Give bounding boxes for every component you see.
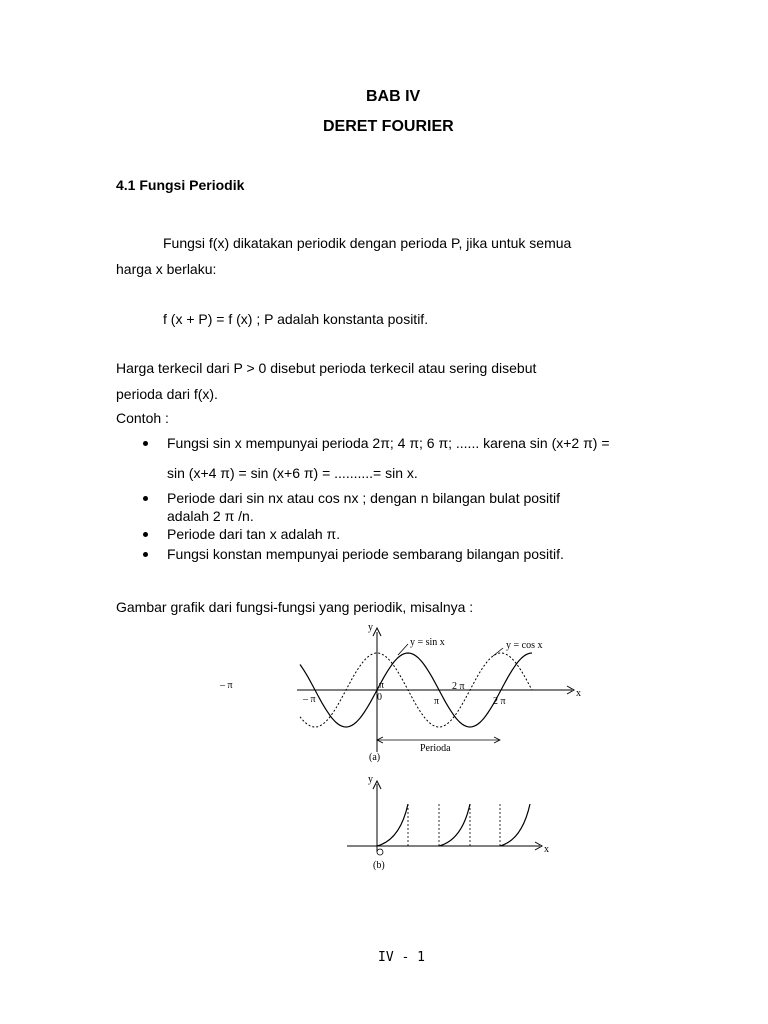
bullet-dot — [143, 496, 148, 501]
chapter-title: DERET FOURIER — [323, 118, 454, 135]
graph-intro: Gambar grafik dari fungsi-fungsi yang periodik, misalnya : — [116, 599, 474, 615]
page-footer: IV - 1 — [378, 950, 425, 965]
neg-pi-label: – π — [303, 694, 316, 705]
two-pi-lower-label: 2 π — [493, 696, 506, 707]
intro-line-1: Fungsi f(x) dikatakan periodik dengan perioda P, jika untuk semua — [163, 235, 572, 251]
two-pi-upper-label: 2 π — [452, 681, 465, 692]
cos-curve — [300, 653, 532, 727]
sin-label-leader — [398, 644, 408, 655]
para-line-1: Harga terkecil dari P > 0 disebut perioda terkecil atau sering disebut — [116, 360, 537, 376]
sin-label: y = sin x — [410, 637, 445, 648]
cos-label: y = cos x — [506, 640, 543, 651]
bullet-dot — [143, 532, 148, 537]
bullet-1-line-1: Fungsi sin x mempunyai perioda 2π; 4 π; 6 π; ...... karena sin (x+2 π) = — [167, 435, 610, 451]
intro-line-2: harga x berlaku: — [116, 261, 217, 277]
bullet-dot — [143, 441, 148, 446]
figure-b-x-arrow — [535, 842, 542, 850]
bullet-1-line-2: sin (x+4 π) = sin (x+6 π) = ..........= sin x. — [167, 465, 418, 481]
figure-a-caption: (a) — [369, 752, 381, 763]
period-arrow-left-head — [377, 737, 383, 743]
figure-b-x-label: x — [544, 844, 549, 855]
cos-label-leader — [493, 648, 503, 656]
figure-b-origin-marker — [377, 849, 383, 855]
bullet-dot — [143, 552, 148, 557]
chapter-heading: BAB IV — [366, 88, 421, 105]
figure-a-y-arrow — [373, 628, 381, 636]
figure-b-arc — [439, 804, 470, 846]
figure-a-x-label: x — [576, 688, 581, 699]
section-heading: 4.1 Fungsi Periodik — [116, 177, 245, 193]
figure-b-y-label: y — [368, 774, 373, 785]
figure-b-y-arrow — [373, 781, 381, 789]
para-line-2: perioda dari f(x). — [116, 386, 218, 402]
periodic-formula: f (x + P) = f (x) ; P adalah konstanta positif. — [163, 311, 429, 327]
figure-a-x-arrow — [567, 686, 574, 694]
figure-b-caption: (b) — [373, 860, 385, 871]
pi-upper-label: π — [379, 680, 385, 691]
figure-b-arc — [500, 804, 530, 846]
example-label: Contoh : — [116, 410, 169, 426]
figure-a-y-label: y — [368, 622, 373, 633]
period-label: Perioda — [420, 743, 451, 754]
figure-a-side-label: – π — [220, 680, 233, 691]
bullet-2-line-2: adalah 2 π /n. — [167, 508, 254, 524]
sin-curve — [300, 653, 532, 727]
period-arrow-right-head — [494, 737, 500, 743]
figure-a-origin: 0 — [377, 692, 382, 703]
bullet-2-line-1: Periode dari sin nx atau cos nx ; dengan n bilangan bulat positif — [167, 490, 561, 506]
bullet-3: Periode dari tan x adalah π. — [167, 526, 341, 542]
bullet-4: Fungsi konstan mempunyai periode sembarang bilangan positif. — [167, 546, 564, 562]
pi-lower-label: π — [434, 696, 440, 707]
figure-b-arc — [377, 804, 408, 846]
